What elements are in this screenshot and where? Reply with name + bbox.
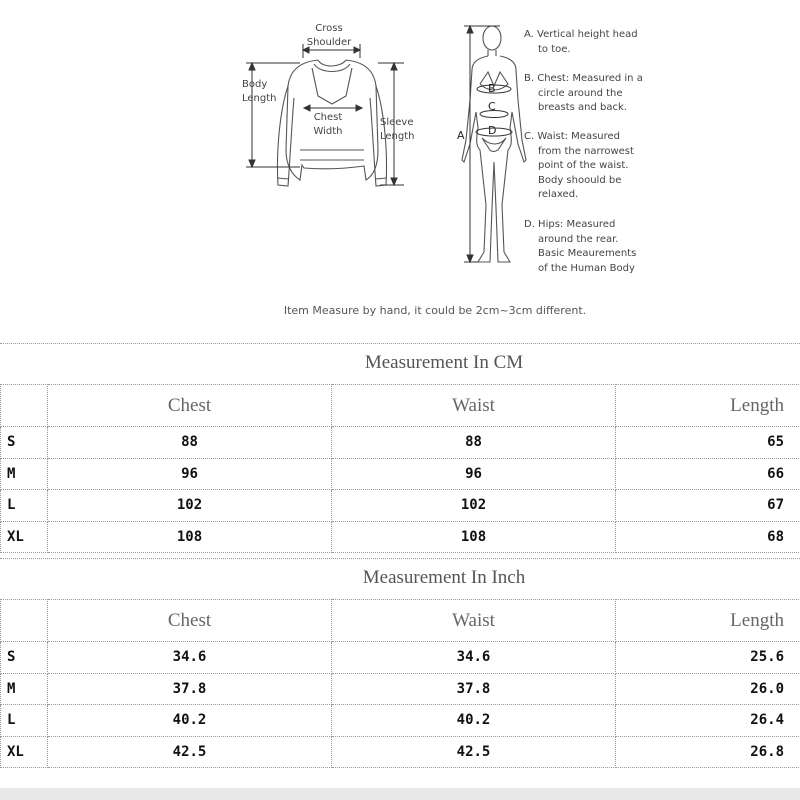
chest-width-line-1: Chest — [313, 112, 343, 123]
size-cell: S — [1, 427, 48, 459]
table-row — [1, 705, 800, 737]
cross-shoulder-line-2: Shoulder — [306, 37, 352, 48]
length-cell: 26.0 — [616, 673, 800, 705]
cross-shoulder-line-1: Cross — [315, 23, 343, 34]
cm-table-title: Measurement In CM — [364, 352, 524, 373]
length-cell: 68 — [616, 521, 800, 553]
body-length-line-2: Length — [242, 93, 277, 104]
legend-b-line: circle around the — [538, 87, 623, 99]
point-c-label: C — [488, 100, 496, 113]
table-row — [1, 736, 800, 768]
divider — [0, 343, 800, 344]
legend-a-line: to toe. — [538, 43, 571, 55]
waist-cell: 96 — [332, 458, 616, 490]
legend-c — [524, 130, 634, 203]
waist-cell: 108 — [332, 521, 616, 553]
length-cell: 25.6 — [616, 642, 800, 674]
chest-cell: 88 — [48, 427, 332, 459]
length-cell: 67 — [616, 490, 800, 522]
header-waist: Waist — [332, 385, 616, 427]
size-cell: XL — [1, 521, 48, 553]
header-length: Length — [616, 385, 800, 427]
table-row — [1, 521, 800, 553]
legend-d-line: around the rear. — [538, 233, 619, 245]
legend-b — [524, 72, 643, 116]
chest-cell: 42.5 — [48, 736, 332, 768]
chest-cell: 96 — [48, 458, 332, 490]
legend-d-head: D. Hips: Measured — [524, 219, 616, 230]
waist-cell: 42.5 — [332, 736, 616, 768]
table-row — [1, 673, 800, 705]
inch-size-table — [0, 599, 800, 768]
waist-cell: 88 — [332, 427, 616, 459]
legend-c-head: C. Waist: Measured — [524, 131, 621, 142]
table-row — [1, 490, 800, 522]
legend-c-line: relaxed. — [538, 189, 579, 200]
header-length: Length — [616, 600, 800, 642]
chest-cell: 40.2 — [48, 705, 332, 737]
waist-cell: 102 — [332, 490, 616, 522]
legend-d — [524, 218, 636, 276]
waist-cell: 40.2 — [332, 705, 616, 737]
header-size-cell — [1, 385, 48, 427]
legend-b-head: B. Chest: Measured in a — [524, 73, 643, 84]
cm-size-table — [0, 384, 800, 553]
human-body-illustration — [0, 0, 800, 300]
table-row — [1, 642, 800, 674]
header-waist: Waist — [332, 600, 616, 642]
length-cell: 66 — [616, 458, 800, 490]
size-cell: L — [1, 705, 48, 737]
bottom-strip — [0, 788, 800, 800]
measure-note: Item Measure by hand, it could be 2cm~3cm different. — [283, 304, 587, 317]
legend-c-line: point of the waist. — [538, 160, 629, 171]
chest-cell: 37.8 — [48, 673, 332, 705]
sleeve-length-line-2: Length — [380, 131, 415, 142]
legend-c-line: Body shoould be — [538, 174, 622, 186]
table-row — [1, 458, 800, 490]
table-row — [1, 427, 800, 459]
body-length-line-1: Body — [242, 79, 268, 90]
chest-cell: 34.6 — [48, 642, 332, 674]
legend-d-line: Basic Meaurements — [538, 248, 637, 259]
legend-c-line: from the narrowest — [538, 145, 634, 157]
header-chest: Chest — [48, 600, 332, 642]
chest-cell: 102 — [48, 490, 332, 522]
length-cell: 26.4 — [616, 705, 800, 737]
point-d-label: D — [488, 124, 497, 137]
size-cell: XL — [1, 736, 48, 768]
legend-d-line: of the Human Body — [538, 262, 635, 274]
waist-cell: 37.8 — [332, 673, 616, 705]
size-cell: M — [1, 673, 48, 705]
table-header-row — [1, 600, 800, 642]
header-chest: Chest — [48, 385, 332, 427]
length-cell: 26.8 — [616, 736, 800, 768]
chest-cell: 108 — [48, 521, 332, 553]
point-b-label: B — [488, 82, 496, 95]
chest-width-line-2: Width — [313, 126, 343, 137]
table-header-row — [1, 385, 800, 427]
sleeve-length-line-1: Sleeve — [380, 117, 414, 128]
size-cell: L — [1, 490, 48, 522]
inch-table-title: Measurement In Inch — [362, 567, 526, 588]
legend-a — [524, 28, 638, 57]
measurement-diagrams — [0, 0, 800, 335]
legend-a-head: A. Vertical height head — [524, 29, 638, 40]
length-cell: 65 — [616, 427, 800, 459]
waist-cell: 34.6 — [332, 642, 616, 674]
header-size-cell — [1, 600, 48, 642]
size-cell: S — [1, 642, 48, 674]
point-a-label: A — [457, 129, 465, 142]
legend-b-line: breasts and back. — [538, 102, 627, 113]
divider — [0, 558, 800, 559]
size-cell: M — [1, 458, 48, 490]
